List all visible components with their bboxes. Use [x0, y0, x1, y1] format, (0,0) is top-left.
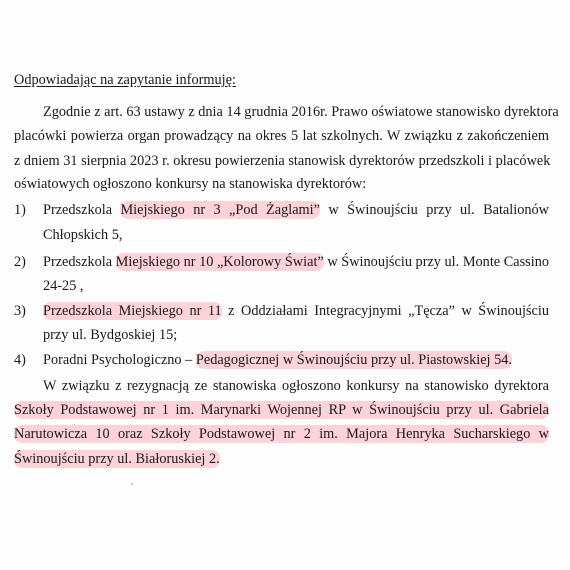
highlighted-text: Świnoujściu przy ul. Białoruskiej 2. [14, 451, 220, 467]
list-item-3: Przedszkola Miejskiego nr 11 z Oddziałami Integracyjnymi „Tęcza” w Świnoujściu [43, 303, 549, 319]
scan-speck [131, 483, 133, 485]
highlighted-text: Miejskiego nr 3 „Pod Żaglami” [120, 202, 320, 218]
highlighted-text: Szkoły Podstawowej nr 1 im. Marynarki Wojennej RP w Świnoujściu przy ul. Gabriela [14, 402, 549, 418]
closing-line-3 [14, 425, 549, 443]
highlighted-text: Miejskiego nr 10 „Kolorowy Świat” [115, 254, 324, 270]
intro-line-2: placówki powierza organ prowadzący na okres 5 lat szkolnych. W związku z zakończeniem [14, 128, 549, 144]
highlighted-text: Przedszkola Miejskiego nr 11 [43, 303, 222, 319]
list-item-4: Poradni Psychologiczno – Pedagogicznej w Świnoujściu przy ul. Piastowskiej 54. [43, 352, 512, 368]
intro-line-4: oświatowych ogłoszono konkursy na stanowiska dyrektorów: [14, 176, 367, 192]
list-item-number: 2) [14, 254, 26, 270]
list-item-2-continuation: 24-25 , [43, 278, 84, 294]
closing-line-2 [14, 401, 549, 419]
intro-line-3: z dniem 31 sierpnia 2023 r. okresu powierzenia stanowisk dyrektorów przedszkoli i placówek [14, 153, 551, 169]
list-item-number: 4) [14, 352, 26, 368]
highlighted-text: Narutowicza 10 oraz Szkoły Podstawowej nr 2 im. Majora Henryka Sucharskiego w [14, 426, 549, 442]
list-item-1-continuation: Chłopskich 5, [43, 227, 123, 243]
intro-line-1: Zgodnie z art. 63 ustawy z dnia 14 grudnia 2016r. Prawo oświatowe stanowisko dyrektora [43, 104, 559, 120]
highlighted-text: Pedagogicznej w Świnoujściu przy ul. Piastowskiej 54. [195, 352, 512, 368]
list-item-number: 3) [14, 303, 26, 319]
closing-line-4 [14, 450, 220, 468]
list-item-number: 1) [14, 202, 26, 218]
list-item-2: Przedszkola Miejskiego nr 10 „Kolorowy Świat” w Świnoujściu przy ul. Monte Cassino [43, 254, 550, 270]
list-item-3-continuation: przy ul. Bydgoskiej 15; [43, 327, 178, 343]
document-heading: Odpowiadając na zapytanie informuję: [14, 72, 236, 88]
list-item-1: Przedszkola Miejskiego nr 3 „Pod Żaglami” w Świnoujściu przy ul. Batalionów [43, 202, 549, 218]
closing-line-1: W związku z rezygnacją ze stanowiska ogłoszono konkursy na stanowisko dyrektora [43, 378, 549, 394]
